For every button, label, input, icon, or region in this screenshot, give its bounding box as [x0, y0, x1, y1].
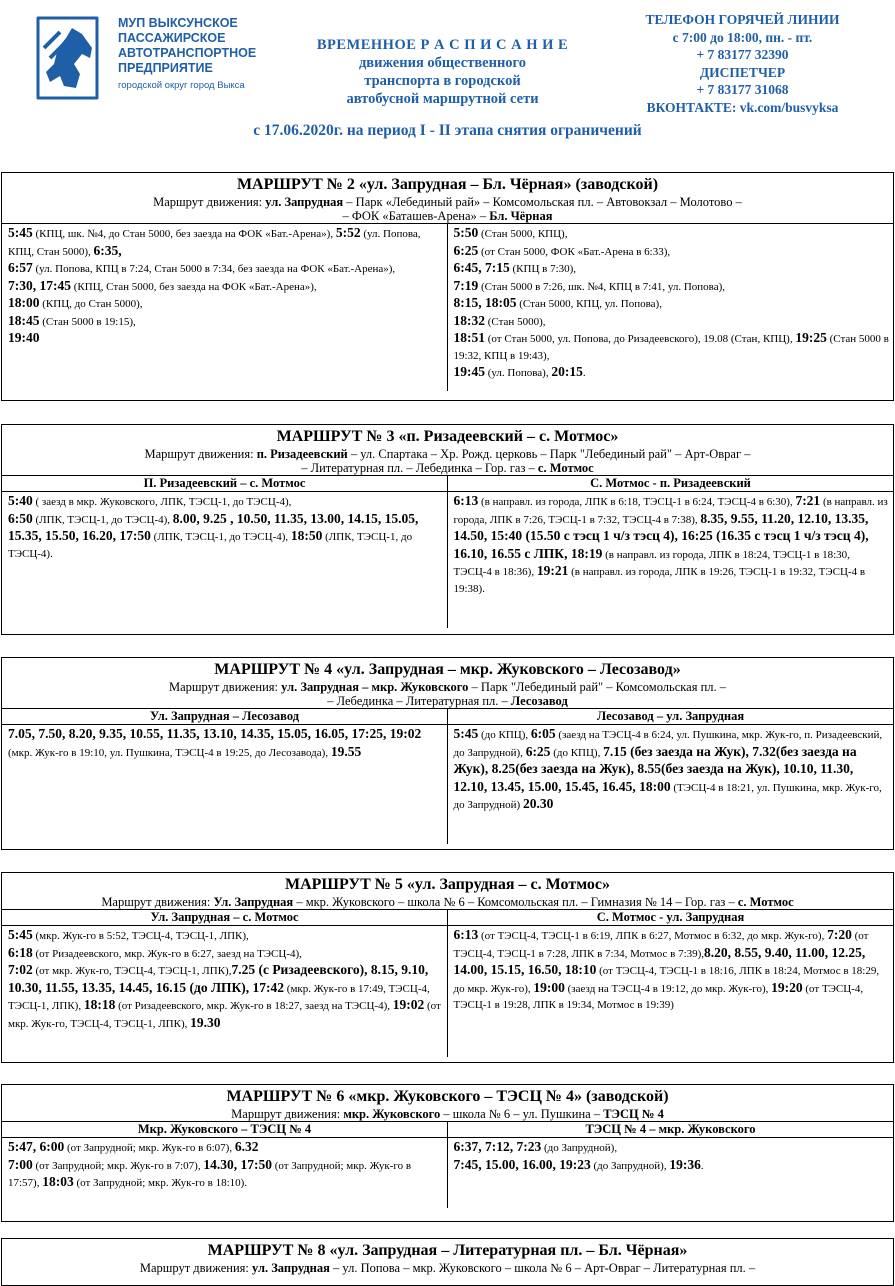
route-title: МАРШРУТ № 5 «ул. Запрудная – с. Мотмос»: [285, 876, 610, 893]
route-path: Маршрут движения: ул. Запрудная – ул. Попова – мкр. Жуковского – школа № 6 – Арт-Овраг – Литературная пл. –: [139, 1261, 756, 1275]
route-path: Маршрут движения: ул. Запрудная – Парк «Лебединый рай» – Комсомольская пл. – Автовокзал – Молотово – – ФОК «Баташев-Арена» – Бл. Чёрная: [153, 195, 742, 223]
route-8-block: [1, 1238, 894, 1286]
route-2-block: [1, 172, 894, 401]
hotline-block: [600, 11, 885, 116]
timetable-left: 5:45 (КПЦ, шк. №4, до Стан 5000, без заезда на ФОК «Бат.-Арена»), 5:52 (ул. Попова, КПЦ, Стан 5000), 6:35, 6:57 (ул. Попова, КПЦ в 7:24, Стан 5000 в 7:34, без заезда на ФОК «Бат.-Арена»), 7:30, 17:45 (КПЦ, Стан 5000, без заезда на ФОК «Бат.-Арена»), 18:00 (КПЦ, до Стан 5000), 18:45 (Стан 5000 в 19:15), 19:40: [2, 224, 448, 391]
direction-header-return: Лесозавод – ул. Запрудная: [596, 709, 745, 723]
timetable: [2, 925, 893, 1057]
route-path: Маршрут движения: п. Ризадеевский – ул. Спартака – Хр. Рожд. церковь – Парк "Лебединый рай" – Арт-Овраг – – Литературная пл. – Лебединка – Гор. газ – с. Мотмос: [144, 447, 751, 475]
timetable-right: 6:13 (в направл. из города, ЛПК в 6:18, ТЭСЦ-1 в 6:24, ТЭСЦ-4 в 6:30), 7:21 (в направл. из города, ЛПК в 7:26, ТЭСЦ-1 в 7:32, ТЭСЦ-4 в 7:38), 8.35, 9.55, 11.20, 12.10, 13.35, 14.50, 15:40 (15.50 с тэсц 1 ч/з тэсц 4), 16:25 (16.35 с тэсц 1 ч/з тэсц 4), 16.10, 16.55 с ЛПК, 18:19 (в направл. из города, ЛПК в 18:24, ТЭСЦ-1 в 18:30, ТЭСЦ-4 в 18:36), 19:21 (в направл. из города, ЛПК в 19:26, ТЭСЦ-1 в 19:32, ТЭСЦ-4 в 19:38).: [453, 493, 888, 595]
direction-headers: [2, 708, 893, 724]
route-title: МАРШРУТ № 3 «п. Ризадеевский – с. Мотмос»: [276, 428, 619, 445]
route-4-block: [1, 657, 894, 850]
document-title: [300, 36, 585, 108]
dispatcher-phone: + 7 83177 31068: [696, 82, 789, 97]
timetable-left: 5:45 (мкр. Жук-го в 5:52, ТЭСЦ-4, ТЭСЦ-1, ЛПК), 6:18 (от Ризадеевского, мкр. Жук-го в 6:27, заезд на ТЭСЦ-4), 7:02 (от мкр. Жук-го, ТЭСЦ-4, ТЭСЦ-1, ЛПК),7.25 (с Ризадеевского), 8.15, 9.10, 10.30, 11.55, 13.35, 14.45, 16.15 (до ЛПК), 17:42 (мкр. Жук-го в 17:49, ТЭСЦ-4, ТЭСЦ-1, ЛПК), 18:18 (от Ризадеевского, мкр. Жук-го в 18:27, заезд на ТЭСЦ-4), 19:02 (от мкр. Жук-го, ТЭСЦ-4, ТЭСЦ-1, ЛПК), 19.30: [2, 926, 448, 1057]
organization-name: [118, 16, 288, 76]
org-name-line: МУП ВЫКСУНСКОЕ: [118, 16, 238, 30]
title-line: ВРЕМЕННОЕ Р А С П И С А Н И Е: [316, 37, 569, 53]
timetable-left: 7.05, 7.50, 8.20, 9.35, 10.55, 11.35, 13.10, 14.35, 15.05, 16.05, 17:25, 19:02 (мкр. Жук-го в 19:10, ул. Пушкина, ТЭСЦ-4 в 19:25, до Лесозавода), 19.55: [2, 725, 448, 844]
route-path: Маршрут движения: ул. Запрудная – мкр. Жуковского – Парк "Лебединый рай" – Комсомольская пл. – – Лебединка – Литературная пл. – Лесозавод: [168, 680, 727, 708]
direction-header-return: ТЭСЦ № 4 – мкр. Жуковского: [585, 1122, 756, 1136]
org-name-line: ПРЕДПРИЯТИЕ: [118, 61, 213, 75]
timetable: [2, 1137, 893, 1208]
timetable: [2, 223, 893, 391]
direction-headers: [2, 475, 893, 491]
horse-emblem-icon: [20, 8, 115, 108]
direction-header-return: С. Мотмос - п. Ризадеевский: [590, 476, 751, 490]
route-6-block: [1, 1084, 894, 1222]
logo: [20, 8, 115, 108]
org-subtitle: городской округ город Выкса: [118, 80, 245, 91]
timetable-left: 5:47, 6:00 (от Запрудной; мкр. Жук-го в 6:07), 6.32 7:00 (от Запрудной; мкр. Жук-го в 7:07), 14.30, 17:50 (от Запрудной; мкр. Жук-го в 17:57), 18:03 (от Запрудной; мкр. Жук-го в 18:10).: [2, 1138, 448, 1208]
route-title: МАРШРУТ № 8 «ул. Запрудная – Литературная пл. – Бл. Чёрная»: [207, 1242, 688, 1259]
route-title: МАРШРУТ № 2 «ул. Запрудная – Бл. Чёрная» (заводской): [236, 176, 659, 193]
route-5-block: [1, 872, 894, 1063]
route-path: Маршрут движения: Ул. Запрудная – мкр. Жуковского – школа № 6 – Комсомольская пл. – Гимназия № 14 – Гор. газ – с. Мотмос: [101, 895, 794, 909]
organization-block: [118, 16, 288, 91]
timetable-right: 6:13 (от ТЭСЦ-4, ТЭСЦ-1 в 6:19, ЛПК в 6:27, Мотмос в 6:32, до мкр. Жук-го), 7:20 (от ТЭСЦ-4, ТЭСЦ-1 в 7:28, ЛПК в 7:34, Мотмос в 7:39),8.20, 8.55, 9.40, 11.00, 12.25, 14.00, 15.15, 16.50, 18:10 (от ТЭСЦ-4, ТЭСЦ-1 в 18:16, ЛПК в 18:24, Мотмос в 18:29, до мкр. Жук-го), 19:00 (заезд на ТЭСЦ-4 в 19:12, до мкр. Жук-го), 19:20 (от ТЭСЦ-4, ТЭСЦ-1 в 19:28, ЛПК в 19:34, Мотмос в 19:39): [453, 927, 880, 1011]
hotline-phone: + 7 83177 32390: [696, 47, 789, 62]
direction-headers: [2, 909, 893, 925]
hotline-line: с 7:00 до 18:00, пн. - пт.: [672, 29, 813, 45]
org-name-line: АВТОТРАНСПОРТНОЕ: [118, 46, 257, 60]
timetable: [2, 724, 893, 844]
title-line: транспорта в городской: [364, 73, 521, 89]
direction-header-forward: Ул. Запрудная – Лесозавод: [2, 709, 448, 724]
hotline-line: ДИСПЕТЧЕР: [699, 64, 786, 80]
title-line: автобусной маршрутной сети: [346, 91, 539, 107]
title-line: движения общественного: [358, 55, 527, 71]
direction-headers: [2, 1121, 893, 1137]
direction-header-forward: П. Ризадеевский – с. Мотмос: [2, 476, 448, 491]
validity-period: с 17.06.2020г. на период I - II этапа снятия ограничений: [253, 122, 642, 139]
route-path: Маршрут движения: мкр. Жуковского – школа № 6 – ул. Пушкина – ТЭСЦ № 4: [231, 1107, 664, 1121]
timetable: [2, 491, 893, 628]
route-title: МАРШРУТ № 4 «ул. Запрудная – мкр. Жуковского – Лесозавод»: [214, 661, 681, 678]
direction-header-forward: Мкр. Жуковского – ТЭСЦ № 4: [2, 1122, 448, 1137]
timetable-left: 5:40 ( заезд в мкр. Жуковского, ЛПК, ТЭСЦ-1, до ТЭСЦ-4), 6:50 (ЛПК, ТЭСЦ-1, до ТЭСЦ-4), 8.00, 9.25 , 10.50, 11.35, 13.00, 14.15, 15.05, 15.35, 15.50, 16.20, 17:50 (ЛПК, ТЭСЦ-1, до ТЭСЦ-4), 18:50 (ЛПК, ТЭСЦ-1, до ТЭСЦ-4).: [2, 492, 448, 628]
timetable-right: 5:45 (до КПЦ), 6:05 (заезд на ТЭСЦ-4 в 6:24, ул. Пушкина, мкр. Жук-го, п. Ризадеевский, до Запрудной), 6:25 (до КПЦ), 7.15 (без заезда на Жук), 7.32(без заезда на Жук), 8.25(без заезда на Жук), 8.55(без заезда на Жук), 10.10, 11.30, 12.10, 13.45, 15.00, 15.45, 16.45, 18:00 (ТЭСЦ-4 в 18:21, ул. Пушкина, мкр. Жук-го, до Запрудной) 20.30: [453, 726, 883, 811]
hotline-line: ТЕЛЕФОН ГОРЯЧЕЙ ЛИНИИ: [645, 12, 840, 27]
route-title: МАРШРУТ № 6 «мкр. Жуковского – ТЭСЦ № 4» (заводской): [226, 1088, 669, 1105]
direction-header-forward: Ул. Запрудная – с. Мотмос: [2, 910, 448, 925]
org-name-line: ПАССАЖИРСКОЕ: [118, 31, 226, 45]
timetable-right: 5:50 (Стан 5000, КПЦ), 6:25 (от Стан 5000, ФОК «Бат.-Арена в 6:33), 6:45, 7:15 (КПЦ в 7:30), 7:19 (Стан 5000 в 7:26, шк. №4, КПЦ в 7:41, ул. Попова), 8:15, 18:05 (Стан 5000, КПЦ, ул. Попова), 18:32 (Стан 5000), 18:51 (от Стан 5000, ул. Попова, до Ризадеевского), 19.08 (Стан, КПЦ), 19:25 (Стан 5000 в 19:32, КПЦ в 19:43), 19:45 (ул. Попова), 20:15.: [453, 225, 889, 379]
timetable-right: 6:37, 7:12, 7:23 (до Запрудной), 7:45, 15.00, 16.00, 19:23 (до Запрудной), 19:36.: [453, 1139, 704, 1172]
vk-link[interactable]: ВКОНТАКТЕ: vk.com/busvyksa: [646, 99, 839, 115]
route-3-block: [1, 424, 894, 635]
direction-header-return: С. Мотмос - ул. Запрудная: [596, 910, 745, 924]
